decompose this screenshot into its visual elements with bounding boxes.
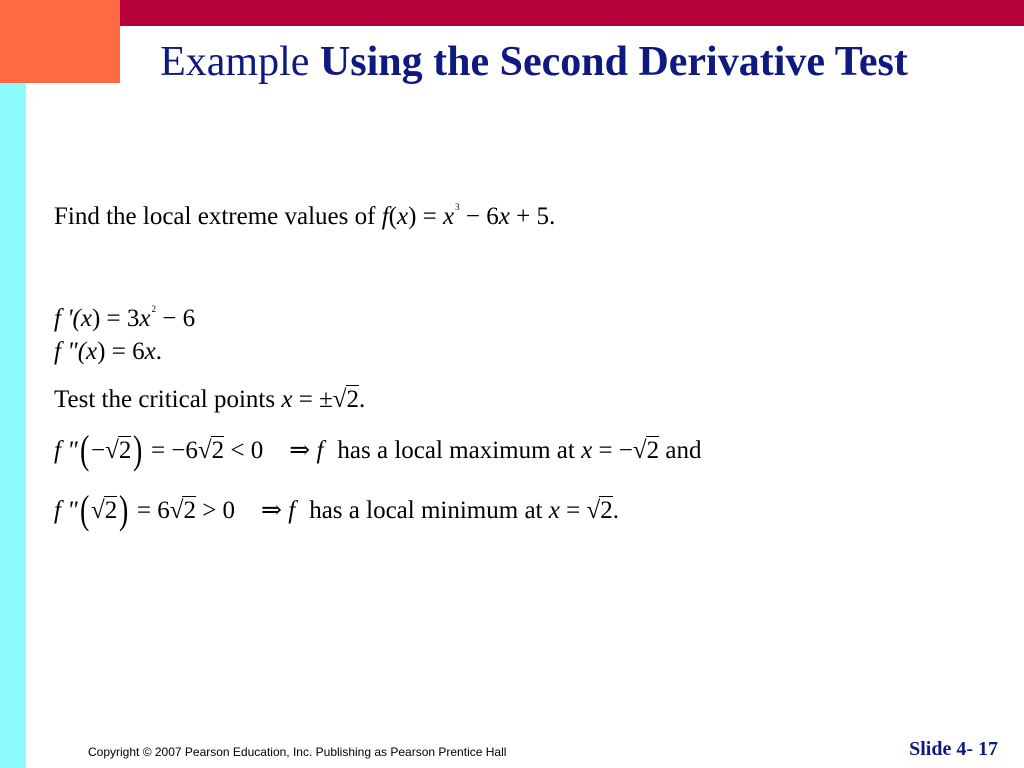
problem-statement: Find the local extreme values of $f(x) = x^3 - 6x + 5$. xyxy=(54,202,556,230)
critical-points: Test the critical points x = ±√2. xyxy=(54,386,366,413)
minimum-line: f "(√2) = 6√2 > 0 ⇒ f has a local minimum at x = √2. xyxy=(54,487,619,532)
slide-title xyxy=(60,36,1008,88)
first-derivative: f '$(x) = 3x^2 - 6$ xyxy=(54,304,196,332)
title-prefix: Example xyxy=(160,39,310,85)
title-main: Using the Second Derivative Test xyxy=(319,39,908,85)
maximum-line: f "(−√2) = −6√2 < 0 ⇒ f has a local maximum at x = −√2 and xyxy=(54,427,702,472)
left-bar-cyan xyxy=(0,83,26,768)
slide-number: Slide 4- 17 xyxy=(909,738,998,760)
top-bar-red xyxy=(120,0,1024,26)
copyright-notice: Copyright © 2007 Pearson Education, Inc. Publishing as Pearson Prentice Hall xyxy=(88,745,507,759)
second-derivative: f "(x) = 6x. xyxy=(54,338,162,365)
